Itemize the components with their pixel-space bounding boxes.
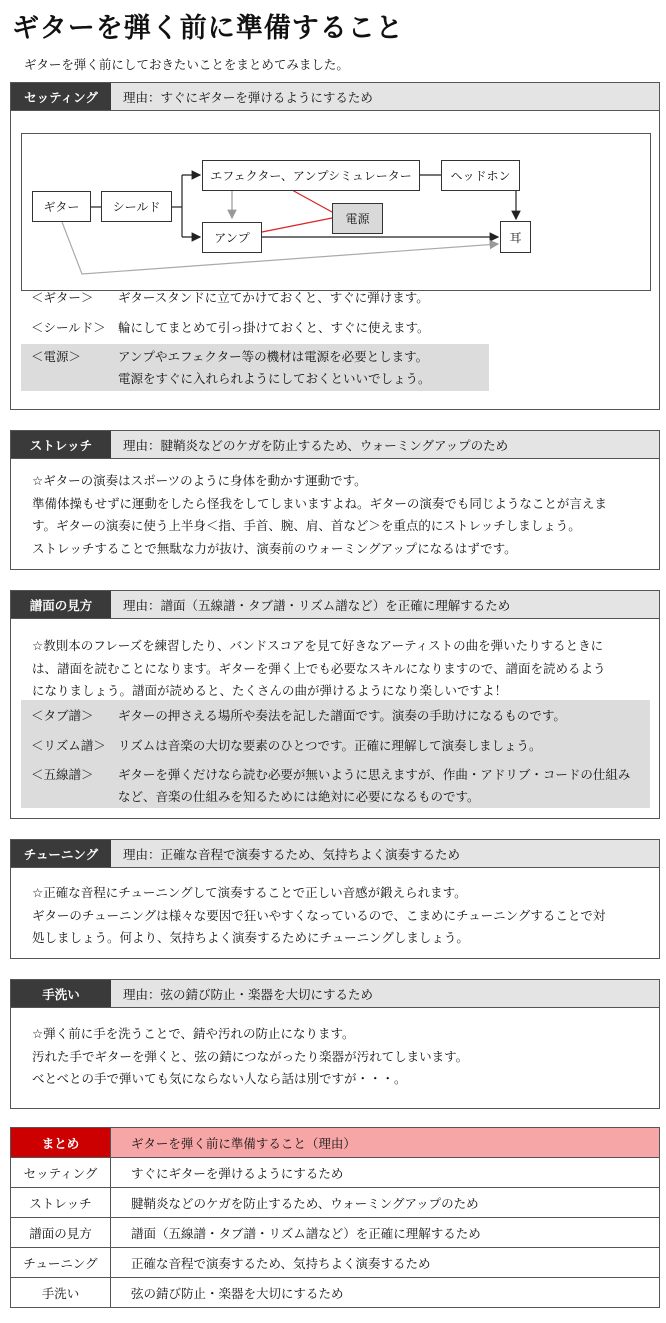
section-body — [11, 111, 659, 411]
section-reason: 理由：譜面（五線譜・タブ譜・リズム譜など）を正確に理解するため — [111, 591, 659, 618]
section-label: セッティング — [11, 83, 111, 110]
page-subtitle: ギターを弾く前にしておきたいことをまとめてみました。 — [24, 57, 349, 72]
text-line: 汚れた手でギターを弾くと、弦の錆につながったり楽器が汚れてしまいます。 — [32, 1048, 469, 1064]
section-text — [32, 635, 651, 703]
section-label: チューニング — [11, 840, 111, 867]
def-desc — [118, 764, 630, 808]
text-line: 処しましょう。何より、気持ちよく演奏するためにチューニングしましょう。 — [32, 930, 469, 945]
def-shield — [21, 317, 430, 339]
text-line: ☆教則本のフレーズを練習したり、バンドスコアを見て好きなアーティストの曲を弾いたりするときに — [32, 638, 604, 653]
text-line: 準備体操もせずに運動をしたら怪我をしてしまいますよね。ギターの演奏でも同じようなことが言えま — [32, 495, 607, 511]
section-label: 譜面の見方 — [11, 591, 111, 618]
table-row — [11, 1248, 660, 1278]
section-text — [32, 1023, 651, 1091]
section-reason: 理由：すぐにギターを弾けるようにするため — [111, 83, 659, 110]
section-header — [11, 840, 659, 868]
node-guitar: ギター — [32, 191, 91, 222]
summary-header-title: ギターを弾く前に準備すること（理由） — [111, 1128, 660, 1158]
text-line: ☆弾く前に手を洗うことで、錆や汚れの防止になります。 — [32, 1026, 355, 1041]
def-tab — [21, 705, 566, 727]
text-line: す。ギターの演奏に使う上半身＜指、手首、腕、肩、首など＞を重点的にストレッチしましょう。 — [32, 518, 581, 533]
section-header — [11, 431, 659, 459]
summary-item: ストレッチ — [11, 1188, 111, 1218]
def-term: ＜ギター＞ — [31, 290, 94, 305]
summary-reason: 譜面（五線譜・タブ譜・リズム譜など）を正確に理解するため — [111, 1218, 660, 1248]
section-reason: 理由：弦の錆び防止・楽器を大切にするため — [111, 980, 659, 1007]
table-row — [11, 1158, 660, 1188]
def-desc-line: ギターを弾くだけなら読む必要が無いように思えますが、作曲・アドリブ・コードの仕組み — [118, 767, 631, 782]
def-desc: リズムは音楽の大切な要素のひとつです。正確に理解して演奏しましょう。 — [118, 738, 542, 753]
def-rhythm — [21, 735, 542, 757]
summary-header-row — [11, 1128, 660, 1158]
section-reason: 理由：腱鞘炎などのケガを防止するため、ウォーミングアップのため — [111, 431, 659, 458]
section-setting — [10, 82, 660, 410]
section-reason: 理由：正確な音程で演奏するため、気持ちよく演奏するため — [111, 840, 659, 867]
summary-reason: 腱鞘炎などのケガを防止するため、ウォーミングアップのため — [111, 1188, 660, 1218]
text-line: ストレッチすることで無駄な力が抜け、演奏前のウォーミングアップになるはずです。 — [32, 540, 517, 556]
def-term: ＜電源＞ — [31, 349, 82, 364]
signal-flow-diagram — [21, 133, 651, 291]
table-row — [11, 1278, 660, 1308]
table-row — [11, 1188, 660, 1218]
def-term: ＜タブ譜＞ — [31, 708, 94, 723]
node-amp: アンプ — [202, 222, 262, 253]
summary-item: セッティング — [11, 1158, 111, 1188]
summary-reason: 正確な音程で演奏するため、気持ちよく演奏するため — [111, 1248, 660, 1278]
summary-header-label: まとめ — [11, 1128, 111, 1158]
node-effector: エフェクター、アンプシミュレーター — [202, 160, 420, 191]
text-line: になりましょう。譜面が読めると、たくさんの曲が弾けるようになり楽しいですよ！ — [32, 683, 508, 698]
def-staff — [21, 764, 630, 808]
section-tuning — [10, 839, 660, 959]
table-row — [11, 1218, 660, 1248]
def-desc: ギタースタンドに立てかけておくと、すぐに弾けます。 — [118, 290, 429, 305]
node-shield: シールド — [101, 191, 172, 222]
def-term: ＜五線譜＞ — [31, 767, 94, 782]
def-term: ＜リズム譜＞ — [31, 738, 106, 753]
text-line: ☆ギターの演奏はスポーツのように身体を動かす運動です。 — [32, 473, 367, 488]
text-line: べとべとの手で弾いても気にならない人なら話は別ですが・・・。 — [32, 1071, 407, 1086]
text-line: は、譜面を読むことになります。ギターを弾く上でも必要なスキルになりますので、譜面を読めるよう — [32, 660, 606, 676]
summary-item: 譜面の見方 — [11, 1218, 111, 1248]
section-score — [10, 590, 660, 819]
section-label: ストレッチ — [11, 431, 111, 458]
def-desc: 輪にしてまとめて引っ掛けておくと、すぐに使えます。 — [118, 320, 430, 335]
def-term: ＜シールド＞ — [31, 320, 106, 335]
summary-table — [10, 1127, 660, 1308]
section-header — [11, 591, 659, 619]
def-desc: ギターの押さえる場所や奏法を記した譜面です。演奏の手助けになるものです。 — [118, 708, 566, 723]
section-header — [11, 83, 659, 111]
section-handwash — [10, 979, 660, 1109]
summary-item: チューニング — [11, 1248, 111, 1278]
page-title: ギターを弾く前に準備すること — [12, 13, 404, 44]
node-ear: 耳 — [500, 221, 531, 253]
def-desc — [118, 346, 431, 390]
summary-reason: すぐにギターを弾けるようにするため — [111, 1158, 660, 1188]
summary-item: 手洗い — [11, 1278, 111, 1308]
def-desc-line: 電源をすぐに入れられようにしておくといいでしょう。 — [118, 371, 431, 386]
section-text — [32, 470, 651, 560]
summary-reason: 弦の錆び防止・楽器を大切にするため — [111, 1278, 660, 1308]
section-header — [11, 980, 659, 1008]
node-power: 電源 — [332, 203, 383, 234]
def-guitar — [21, 287, 429, 309]
def-power — [21, 346, 431, 390]
section-stretch — [10, 430, 660, 570]
def-desc-line: アンプやエフェクター等の機材は電源を必要とします。 — [118, 349, 429, 364]
text-line: ギターのチューニングは様々な要因で狂いやすくなっているので、こまめにチューニングすることで対 — [32, 907, 606, 923]
text-line: ☆正確な音程にチューニングして演奏することで正しい音感が鍛えられます。 — [32, 885, 467, 900]
def-desc-line: など、音楽の仕組みを知るためには絶対に必要になるものです。 — [118, 789, 480, 804]
section-label: 手洗い — [11, 980, 111, 1007]
section-text — [32, 882, 651, 950]
node-headphone: ヘッドホン — [441, 160, 520, 191]
